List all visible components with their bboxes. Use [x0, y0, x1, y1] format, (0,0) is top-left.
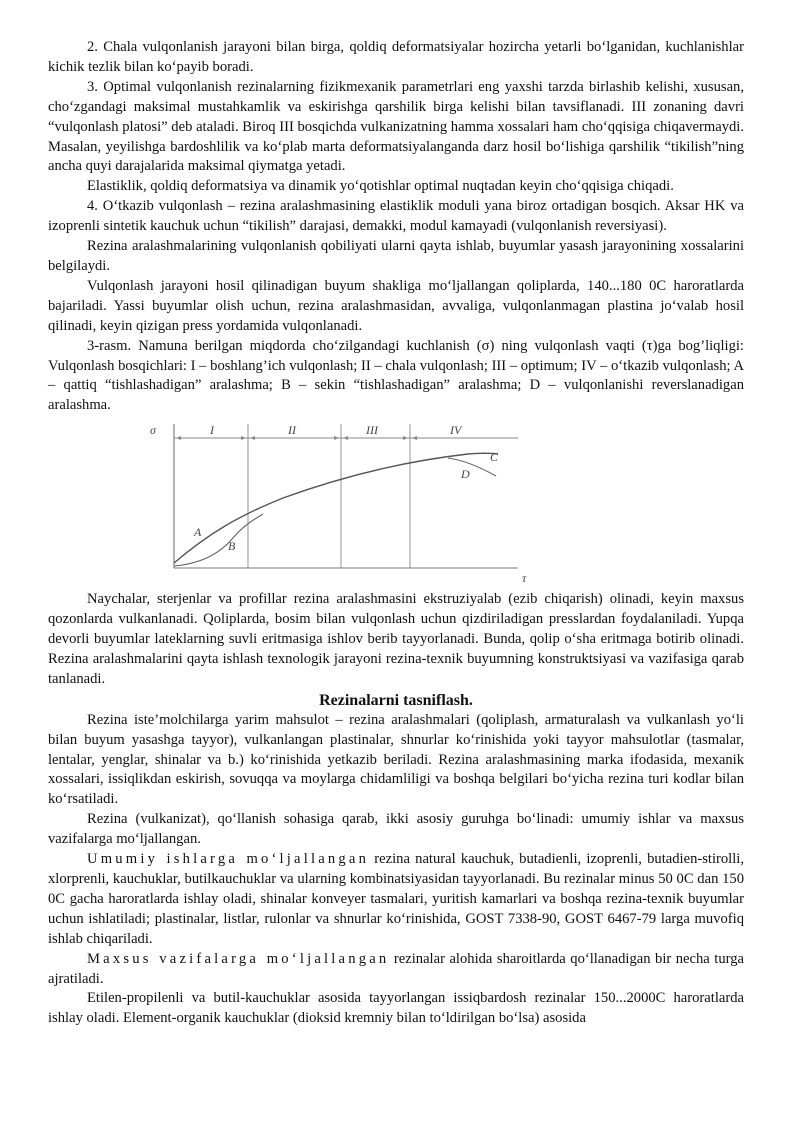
- zone-label-1: I: [210, 423, 214, 438]
- paragraph-stage-2: 2. Chala vulqonlanish jarayoni bilan birga, qoldiq deformatsiyalar hozircha yetarli bo‘lganidan, kuchlanishlar kichik tezlik bilan ko‘payib boradi.: [48, 39, 744, 75]
- curve-label-a: A: [194, 525, 202, 540]
- vulcanization-figure: [48, 416, 744, 586]
- zone-label-4: IV: [450, 423, 462, 438]
- general-purpose-text: rezina natural kauchuk, butadienli, izoprenli, butadien-stirolli, xlorprenli, kauchuklar, butilkauchuklar va ularning kombinatsiyasidan tayyorlanadi. Bu rezinalar minus 50 0C dan 150 0C gacha haroratlarda ishlay oladi, shinalar konveyer tasmalari, yuritish kamarlari va boshqa rezina-texnik buyumlar uchun ishlatiladi; plastinalar, listlar, rulonlar va shnurlar ko‘rinishida, GOST 7338-90, GOST 6467-79 larga muvofiq ishlab chiqariladi.: [48, 851, 744, 947]
- curve-label-b: B: [228, 539, 236, 554]
- paragraph-vulcanization-ability: Rezina aralashmalarining vulqonlanish qobiliyati ularni qayta ishlab, buyumlar yasash jarayonining xossalarini belgilaydi.: [48, 238, 744, 274]
- figure-caption: 3-rasm. Namuna berilgan miqdorda cho‘zilgandagi kuchlanish (σ) ning vulqonlash vaqti (τ)ga bog’liqligi: Vulqonlash bosqichlari: I – boshlang’ich vulqonlash; II – chala vulqonlash; III – optimum; IV – o‘tkazib vulqonlash; A – qattiq “tishlashadigan” aralashma; B – sekin “tishlashadigan” aralashma; D – vulqonlanishi reverslanadigan aralashma.: [48, 337, 744, 414]
- general-purpose-term: Umumiy ishlarga mo‘ljallangan: [87, 851, 370, 868]
- y-axis-label: σ: [150, 423, 156, 438]
- section-heading: Rezinalarni tasniflash.: [319, 691, 473, 709]
- x-axis-label: τ: [522, 571, 527, 586]
- curve-d: [448, 458, 496, 476]
- vulcanization-curve-diagram: [48, 416, 744, 586]
- document-page: [48, 38, 744, 1029]
- zone-label-2: II: [288, 423, 296, 438]
- paragraph-heat-resistant: Etilen-propilenli va butil-kauchuklar asosida tayyorlangan issiqbardosh rezinalar 150...2000C haroratlarda ishlay oladi. Element-organik kauchuklar (dioksid kremniy bilan to‘ldirilgan bo‘lsa) asosida: [48, 990, 744, 1027]
- paragraph-vulcanization-process: Vulqonlash jarayoni hosil qilinadigan buyum shakliga mo‘ljallangan qoliplarda, 140...180 0C haroratlarda bajariladi. Yassi buyumlar olish uchun, rezina aralashmasidan, avvaliga, vulqonlanmagan plastina jo‘valab hosil qilinadi, keyin qizigan press yordamida vulqonlanadi.: [48, 277, 744, 334]
- special-purpose-text: rezinalar alohida sharoitlarda qo‘llanadigan bir necha turga ajratiladi.: [48, 950, 744, 987]
- paragraph-rubber-supply: Rezina iste’molchilarga yarim mahsulot – rezina aralashmalari (qoliplash, armaturalash va vulkanlash yo‘li bilan buyum yasashga tayyor), vulkanlangan plastinalar, shnurlar ko‘rinishida yoki tayyor mahsulotlar (tasmalar, lentalar, yenglar, shinalar va b.) ko‘rinishida yetkazib beriladi. Rezina aralashmasining marka ifodasida, mexanik xossalari, issiqlikdan eskirish, sovuqqa va moylarga chidamliligi va boshqa belgilari bo‘yicha rezina turi kodlar bilan ko‘rsatiladi.: [48, 711, 744, 808]
- paragraph-elasticity: Elastiklik, qoldiq deformatsiya va dinamik yo‘qotishlar optimal nuqtadan keyin cho‘qqisiga chiqadi.: [87, 178, 674, 195]
- paragraph-extrusion: Naychalar, sterjenlar va profillar rezina aralashmasini ekstruziyalab (ezib chiqarish) olinadi, keyin maxsus qozonlarda vulkanlanadi. Qoliplarda, bosim bilan vulqonlash uchun qizdiriladigan presslardan foydalaniladi. Yupqa devorli buyumlar lateklarning suvli eritmasiga ishlov berib tayyorlanadi. Bunda, qolip o‘sha eritmaga botirib olinadi. Rezina aralashmalarini qayta ishlash texnologik jarayoni rezina-texnik buyumning konstruktsiyasi va vazifasiga qarab tanlanadi.: [48, 591, 744, 687]
- curve-label-d: D: [461, 467, 470, 482]
- paragraph-stage-4: 4. O‘tkazib vulqonlash – rezina aralashmasining elastiklik moduli yana biroz ortadigan bosqich. Aksar HK va izoprenli sintetik kauchuk uchun “tikilish” darajasi, demakki, modul kamayadi (vulqonlanish reversiyasi).: [48, 198, 744, 235]
- curve-b: [174, 514, 263, 566]
- special-purpose-term: Maxsus vazifalarga mo‘ljallangan: [87, 950, 390, 967]
- paragraph-stage-3: 3. Optimal vulqonlanish rezinalarning fizikmexanik parametrlari eng yaxshi tarzda birlashib kelishi, xususan, cho‘zgandagi maksimal mustahkamlik va eskirishga qarshilik birga kelishi bilan tavsiflanadi. III zonaning davri “vulqonlash platosi” deb ataladi. Biroq III bosqichda vulkanizatning hamma xossalari ham cho‘qqisiga chiqavermaydi. Masalan, yeyilishga bardoshlilik va ko‘plab marta deformatsiyalanganda darz hosil bo‘lishiga qarshilik “tikilish”ning ancha quyi darajalarida maksimal qiymatga yetadi.: [48, 78, 744, 175]
- paragraph-special-purpose: [48, 950, 744, 990]
- curve-a-c: [174, 453, 498, 563]
- zone-label-3: III: [366, 423, 378, 438]
- curve-label-c: C: [490, 450, 499, 465]
- paragraph-general-purpose: [48, 850, 744, 950]
- paragraph-rubber-groups: Rezina (vulkanizat), qo‘llanish sohasiga qarab, ikki asosiy guruhga bo‘linadi: umumiy ishlar va maxsus vazifalarga mo‘ljallangan.: [48, 811, 744, 848]
